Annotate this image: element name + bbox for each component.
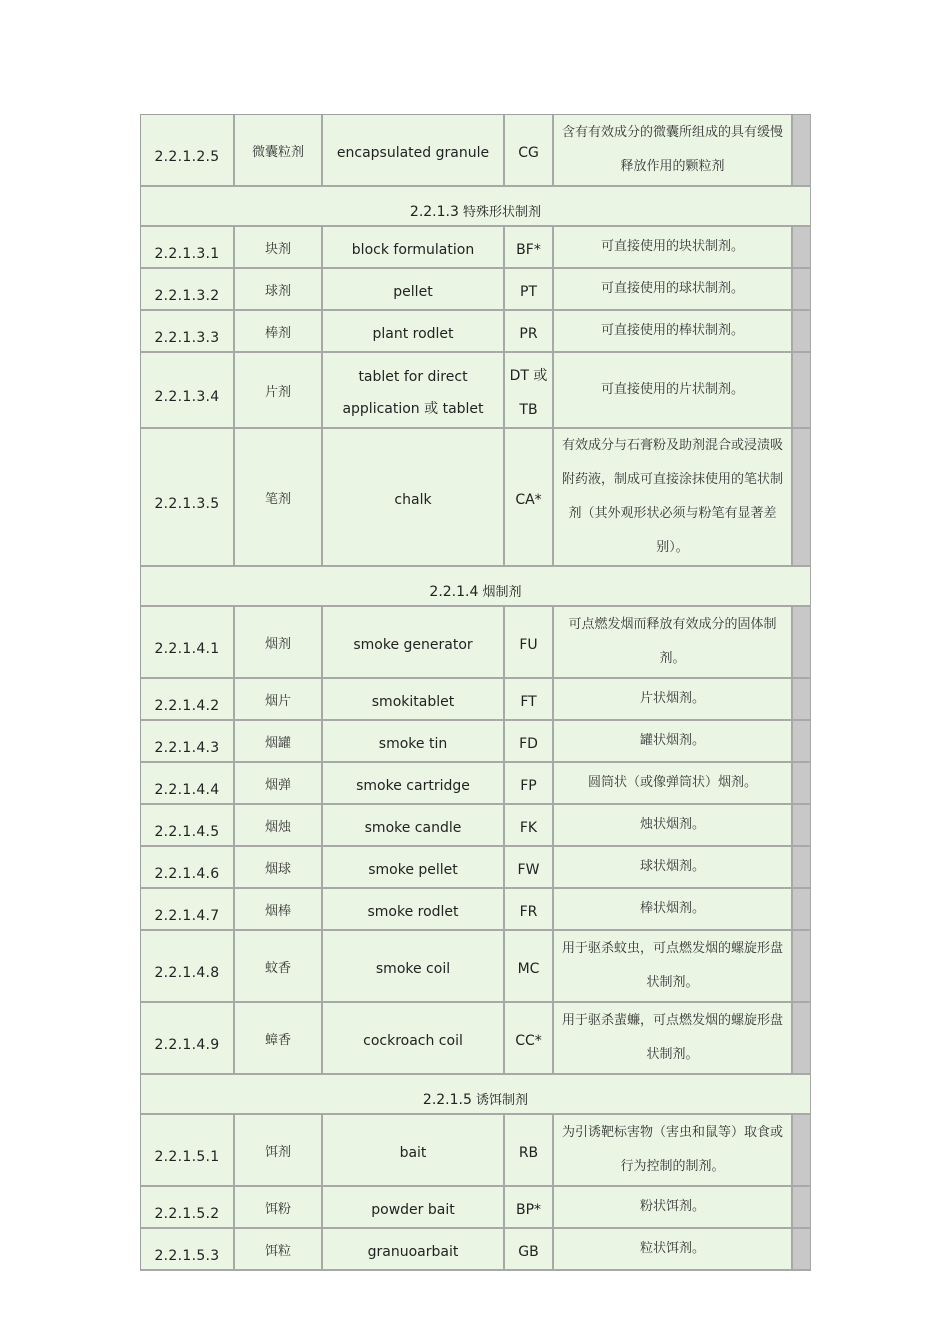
- row-gutter: [793, 353, 811, 429]
- section-header-row: [141, 567, 811, 607]
- description-cell: 烛状烟剂。: [554, 805, 793, 847]
- code-cell: 2.2.1.4.2: [141, 679, 235, 721]
- code-cell: 2.2.1.3.5: [141, 429, 235, 567]
- english-name-cell: plant rodlet: [323, 311, 505, 353]
- abbreviation-cell: FR: [505, 889, 554, 931]
- code-cell: 2.2.1.3.4: [141, 353, 235, 429]
- description-cell: 含有有效成分的微囊所组成的具有缓慢释放作用的颗粒剂: [554, 115, 793, 187]
- english-name-cell: smoke pellet: [323, 847, 505, 889]
- row-gutter: [793, 847, 811, 889]
- code-cell: 2.2.1.4.6: [141, 847, 235, 889]
- english-name-cell: smoke cartridge: [323, 763, 505, 805]
- english-name-cell: granuoarbait: [323, 1229, 505, 1271]
- table-body: [141, 115, 811, 1271]
- english-name-cell: bait: [323, 1115, 505, 1187]
- section-header: [141, 567, 811, 607]
- section-number: 2.2.1.5: [422, 1091, 472, 1108]
- code-cell: 2.2.1.3.1: [141, 227, 235, 269]
- english-name-cell: smoke tin: [323, 721, 505, 763]
- row-gutter: [793, 1115, 811, 1187]
- row-gutter: [793, 931, 811, 1003]
- chinese-name-cell: 烟烛: [235, 805, 323, 847]
- table-row: [141, 931, 811, 1003]
- abbreviation-cell: PR: [505, 311, 554, 353]
- code-cell: 2.2.1.4.4: [141, 763, 235, 805]
- row-gutter: [793, 227, 811, 269]
- chinese-name-cell: 块剂: [235, 227, 323, 269]
- table-row: [141, 763, 811, 805]
- abbreviation-cell: RB: [505, 1115, 554, 1187]
- english-name-cell: smoke candle: [323, 805, 505, 847]
- table-row: [141, 679, 811, 721]
- chinese-name-cell: 饵粒: [235, 1229, 323, 1271]
- row-gutter: [793, 429, 811, 567]
- row-gutter: [793, 1003, 811, 1075]
- row-gutter: [793, 889, 811, 931]
- section-header-row: [141, 187, 811, 227]
- code-cell: 2.2.1.4.5: [141, 805, 235, 847]
- abbreviation-cell: BF*: [505, 227, 554, 269]
- table-row: [141, 269, 811, 311]
- section-header: [141, 1075, 811, 1115]
- description-cell: 片状烟剂。: [554, 679, 793, 721]
- english-name-cell: encapsulated granule: [323, 115, 505, 187]
- table-row: [141, 805, 811, 847]
- row-gutter: [793, 721, 811, 763]
- description-cell: 粒状饵剂。: [554, 1229, 793, 1271]
- table-row: [141, 847, 811, 889]
- english-name-cell: powder bait: [323, 1187, 505, 1229]
- section-number: 2.2.1.3: [409, 203, 459, 220]
- code-cell: 2.2.1.3.3: [141, 311, 235, 353]
- code-cell: 2.2.1.4.9: [141, 1003, 235, 1075]
- english-name-cell: pellet: [323, 269, 505, 311]
- english-name-cell: smokitablet: [323, 679, 505, 721]
- table-row: [141, 311, 811, 353]
- description-cell: 可直接使用的棒状制剂。: [554, 311, 793, 353]
- abbreviation-cell: PT: [505, 269, 554, 311]
- chinese-name-cell: 微囊粒剂: [235, 115, 323, 187]
- section-title: 特殊形状制剂: [463, 204, 542, 220]
- english-name-cell: block formulation: [323, 227, 505, 269]
- code-cell: 2.2.1.5.3: [141, 1229, 235, 1271]
- row-gutter: [793, 1229, 811, 1271]
- description-cell: 棒状烟剂。: [554, 889, 793, 931]
- row-gutter: [793, 115, 811, 187]
- code-cell: 2.2.1.5.1: [141, 1115, 235, 1187]
- chinese-name-cell: 烟棒: [235, 889, 323, 931]
- description-cell: 用于驱杀蚊虫，可点燃发烟的螺旋形盘状制剂。: [554, 931, 793, 1003]
- table-row: [141, 1229, 811, 1271]
- row-gutter: [793, 763, 811, 805]
- description-cell: 有效成分与石膏粉及助剂混合或浸渍吸附药液，制成可直接涂抹使用的笔状制剂（其外观形状必须与粉笔有显著差别）。: [554, 429, 793, 567]
- abbreviation-cell: FK: [505, 805, 554, 847]
- description-cell: 可点燃发烟而释放有效成分的固体制剂。: [554, 607, 793, 679]
- table-row: [141, 227, 811, 269]
- section-number: 2.2.1.4: [429, 583, 479, 600]
- row-gutter: [793, 269, 811, 311]
- section-title: 烟制剂: [482, 584, 522, 600]
- chinese-name-cell: 蚊香: [235, 931, 323, 1003]
- code-cell: 2.2.1.4.7: [141, 889, 235, 931]
- abbreviation-cell: DT 或 TB: [505, 353, 554, 429]
- chinese-name-cell: 烟球: [235, 847, 323, 889]
- chinese-name-cell: 烟弹: [235, 763, 323, 805]
- abbreviation-cell: FW: [505, 847, 554, 889]
- abbreviation-cell: FT: [505, 679, 554, 721]
- description-cell: 圆筒状（或像弹筒状）烟剂。: [554, 763, 793, 805]
- abbreviation-cell: GB: [505, 1229, 554, 1271]
- description-cell: 可直接使用的片状制剂。: [554, 353, 793, 429]
- chinese-name-cell: 笔剂: [235, 429, 323, 567]
- abbreviation-cell: CG: [505, 115, 554, 187]
- code-cell: 2.2.1.3.2: [141, 269, 235, 311]
- code-cell: 2.2.1.4.8: [141, 931, 235, 1003]
- abbreviation-cell: CC*: [505, 1003, 554, 1075]
- english-name-cell: chalk: [323, 429, 505, 567]
- abbreviation-cell: BP*: [505, 1187, 554, 1229]
- chinese-name-cell: 饵剂: [235, 1115, 323, 1187]
- code-cell: 2.2.1.2.5: [141, 115, 235, 187]
- chinese-name-cell: 烟剂: [235, 607, 323, 679]
- chinese-name-cell: 棒剂: [235, 311, 323, 353]
- code-cell: 2.2.1.4.3: [141, 721, 235, 763]
- table-row: [141, 429, 811, 567]
- description-cell: 用于驱杀蜚蠊，可点燃发烟的螺旋形盘状制剂。: [554, 1003, 793, 1075]
- description-cell: 可直接使用的块状制剂。: [554, 227, 793, 269]
- abbreviation-cell: CA*: [505, 429, 554, 567]
- english-name-cell: smoke rodlet: [323, 889, 505, 931]
- table-row: [141, 1115, 811, 1187]
- code-cell: 2.2.1.5.2: [141, 1187, 235, 1229]
- table-row: [141, 1003, 811, 1075]
- row-gutter: [793, 1187, 811, 1229]
- table-row: [141, 115, 811, 187]
- description-cell: 罐状烟剂。: [554, 721, 793, 763]
- section-header: [141, 187, 811, 227]
- chinese-name-cell: 饵粉: [235, 1187, 323, 1229]
- description-cell: 为引诱靶标害物（害虫和鼠等）取食或行为控制的制剂。: [554, 1115, 793, 1187]
- formulation-table: [140, 114, 811, 1271]
- description-cell: 球状烟剂。: [554, 847, 793, 889]
- description-cell: 粉状饵剂。: [554, 1187, 793, 1229]
- chinese-name-cell: 球剂: [235, 269, 323, 311]
- english-name-cell: smoke coil: [323, 931, 505, 1003]
- chinese-name-cell: 烟罐: [235, 721, 323, 763]
- table-row: [141, 889, 811, 931]
- english-name-cell: tablet for direct application 或 tablet: [323, 353, 505, 429]
- section-title: 诱饵制剂: [476, 1092, 529, 1108]
- chinese-name-cell: 蟑香: [235, 1003, 323, 1075]
- english-name-cell: cockroach coil: [323, 1003, 505, 1075]
- row-gutter: [793, 311, 811, 353]
- abbreviation-cell: FU: [505, 607, 554, 679]
- chinese-name-cell: 片剂: [235, 353, 323, 429]
- row-gutter: [793, 607, 811, 679]
- description-cell: 可直接使用的球状制剂。: [554, 269, 793, 311]
- section-header-row: [141, 1075, 811, 1115]
- abbreviation-cell: FD: [505, 721, 554, 763]
- chinese-name-cell: 烟片: [235, 679, 323, 721]
- table-row: [141, 721, 811, 763]
- table-row: [141, 1187, 811, 1229]
- table-row: [141, 607, 811, 679]
- row-gutter: [793, 679, 811, 721]
- row-gutter: [793, 805, 811, 847]
- abbreviation-cell: FP: [505, 763, 554, 805]
- english-name-cell: smoke generator: [323, 607, 505, 679]
- code-cell: 2.2.1.4.1: [141, 607, 235, 679]
- abbreviation-cell: MC: [505, 931, 554, 1003]
- table-row: [141, 353, 811, 429]
